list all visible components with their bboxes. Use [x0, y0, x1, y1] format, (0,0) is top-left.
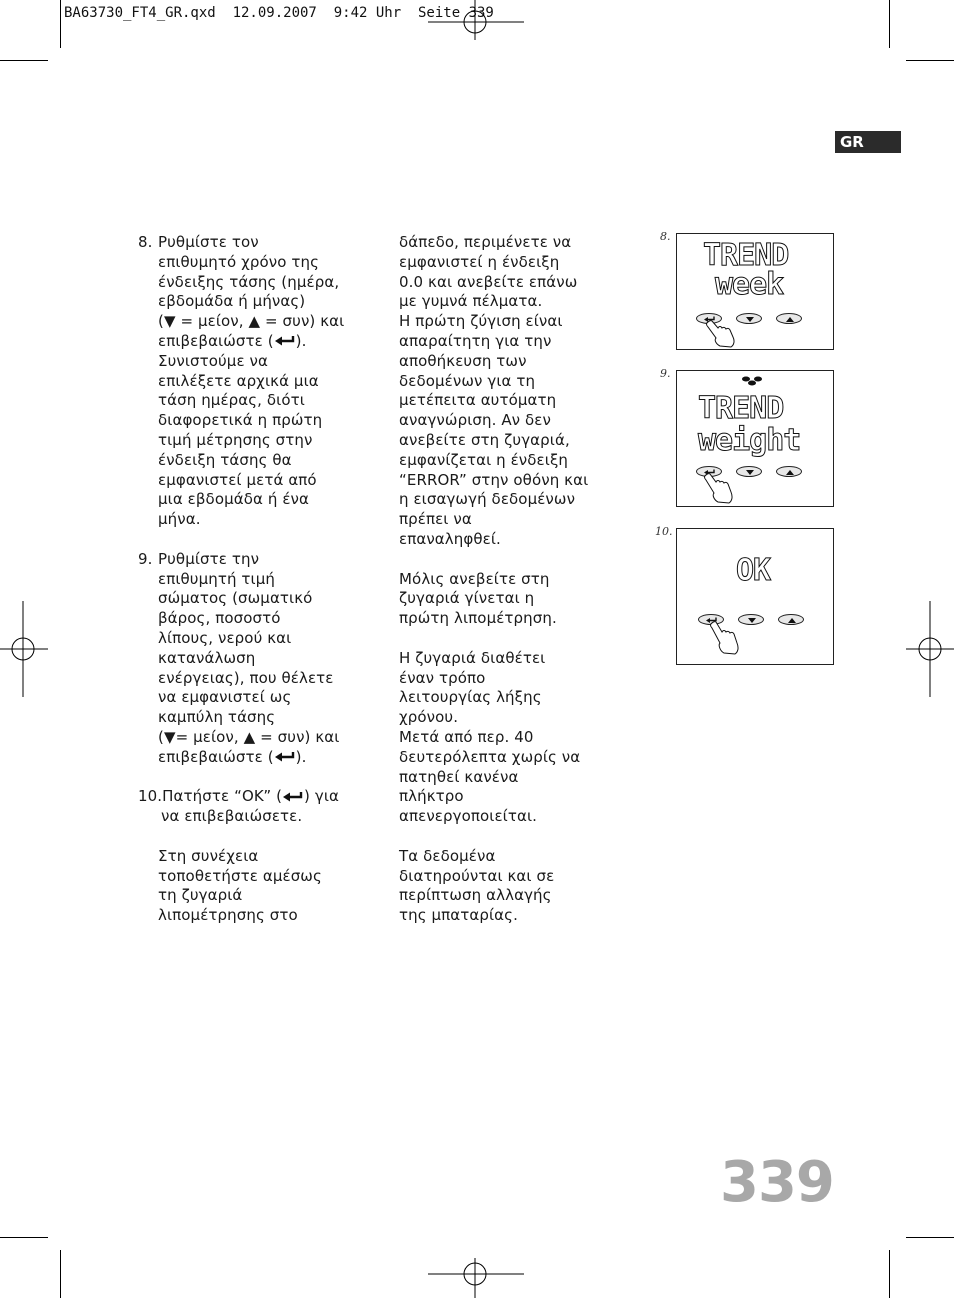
- display-figure-8: [676, 233, 834, 350]
- crop-mark: [0, 1237, 48, 1238]
- text-line: Μετά από περ. 40: [399, 727, 534, 746]
- text-line: μήνα.: [158, 510, 201, 529]
- text-line: δεδομένων για τη: [399, 371, 536, 390]
- enter-key-icon: [274, 335, 296, 347]
- crop-mark: [906, 60, 954, 61]
- text-line: ένδειξης τάσης (ημέρα,: [158, 272, 340, 291]
- text-line: περίπτωση αλλαγής: [399, 886, 552, 905]
- lcd-text: TREND: [698, 391, 784, 426]
- text-line: Μόλις ανεβείτε στη: [399, 569, 550, 588]
- crop-mark: [60, 0, 61, 48]
- step-10: [138, 787, 368, 926]
- text-line: (▼ = μείον, ▲ = συν) και: [158, 312, 345, 331]
- crop-mark: [889, 0, 890, 48]
- text-line: πατηθεί κανένα: [399, 767, 519, 786]
- step-number: 9.: [138, 549, 153, 568]
- lcd-text: week: [715, 267, 784, 302]
- text-line: εμφανιστεί η ένδειξη: [399, 252, 560, 271]
- text-line: ζυγαριά γίνεται η: [399, 589, 535, 608]
- up-button: [776, 313, 802, 324]
- text-line: επιλέξετε αρχικά μια: [158, 371, 319, 390]
- text-line: Η πρώτη ζύγιση είναι: [399, 312, 563, 331]
- crop-mark: [906, 1237, 954, 1238]
- down-button: [736, 313, 762, 324]
- registration-mark-left: [0, 601, 48, 697]
- paragraph: [399, 847, 599, 926]
- lcd-text: TREND: [703, 238, 789, 273]
- text-line: απενεργοποιείται.: [399, 807, 538, 826]
- text-line: “ERROR” στην οθόνη και: [399, 470, 589, 489]
- text-line: δευτερόλεπτα χωρίς να: [399, 747, 581, 766]
- text-line: Στη συνέχεια: [158, 846, 259, 865]
- text-line: βάρος, ποσοστό: [158, 609, 281, 628]
- pointing-hand-icon: [701, 473, 737, 505]
- pointing-hand-icon: [707, 621, 743, 657]
- text-line: ενέργειας), που θέλετε: [158, 668, 334, 687]
- text-line: Συνιστούμε να: [158, 351, 268, 370]
- registration-mark-bottom: [428, 1258, 524, 1298]
- text-fragment: ).: [295, 331, 307, 350]
- figure-label: 8.: [660, 230, 671, 243]
- paragraph: [399, 570, 599, 629]
- text-line: σώματος (σωματικό: [158, 589, 313, 608]
- text-line: λειτουργίας λήξης: [399, 688, 542, 707]
- step-8: [138, 233, 368, 530]
- print-slug: BA63730_FT4_GR.qxd 12.09.2007 9:42 Uhr Seite 339: [64, 5, 494, 21]
- text-line: [158, 332, 368, 352]
- text-line: λίπους, νερού και: [158, 628, 292, 647]
- text-fragment: ).: [295, 747, 307, 766]
- text-line: τιμή μέτρησης στην: [158, 430, 313, 449]
- text-line: με γυμνά πέλματα.: [399, 292, 543, 311]
- text-column-2: [399, 233, 599, 926]
- text-line: Τα δεδομένα: [399, 846, 496, 865]
- display-figure-9: [676, 370, 834, 507]
- up-button: [776, 466, 802, 477]
- enter-key-icon: [282, 791, 304, 803]
- text-line: πλήκτρο: [399, 787, 464, 806]
- text-line: πρώτη λιπομέτρηση.: [399, 609, 557, 628]
- text-fragment: επιβεβαιώστε (: [158, 747, 274, 766]
- text-line: να εμφανιστεί ως: [158, 688, 292, 707]
- text-line: μετέπειτα αυτόματη: [399, 391, 557, 410]
- text-line: επιθυμητό χρόνο της: [158, 252, 320, 271]
- text-line: εμφανιστεί μετά από: [158, 470, 317, 489]
- text-fragment: Πατήστε “OK” (: [162, 787, 283, 806]
- paragraph: [399, 233, 599, 550]
- text-column-1: [138, 233, 368, 926]
- text-line: λιπομέτρησης στο: [158, 906, 298, 925]
- text-line: καμπύλη τάσης: [158, 708, 276, 727]
- text-line: χρόνου.: [399, 708, 459, 727]
- text-line: να επιβεβαιώσετε.: [161, 807, 303, 826]
- up-button: [778, 614, 804, 625]
- text-fragment: ) για: [304, 787, 339, 806]
- text-line: (▼= μείον, ▲ = συν) και: [158, 727, 340, 746]
- text-line: διατηρούνται και σε: [399, 866, 555, 885]
- text-line: 0.0 και ανεβείτε επάνω: [399, 272, 578, 291]
- display-figure-10: [676, 528, 834, 665]
- text-line: της μπαταρίας.: [399, 906, 518, 925]
- text-line: έναν τρόπο: [399, 668, 486, 687]
- step-number: 8.: [138, 233, 153, 251]
- pointing-hand-icon: [703, 320, 739, 348]
- text-line: εβδομάδα ή μήνας): [158, 292, 306, 311]
- text-line: [138, 787, 368, 807]
- language-tab: GR: [835, 131, 901, 153]
- text-line: η εισαγωγή δεδομένων: [399, 490, 576, 509]
- crop-mark: [60, 1250, 61, 1298]
- text-line: πρέπει να: [399, 510, 472, 529]
- text-line: δάπεδο, περιμένετε να: [399, 233, 572, 251]
- enter-key-icon: [274, 751, 296, 763]
- text-line: Ρυθμίστε τον: [158, 233, 259, 251]
- text-line: απαραίτητη για την: [399, 331, 552, 350]
- figure-label: 9.: [660, 367, 671, 380]
- text-line: εμφανίζεται η ένδειξη: [399, 450, 569, 469]
- paragraph: [399, 649, 599, 827]
- text-line: μια εβδομάδα ή ένα: [158, 490, 310, 509]
- step-number: 10.: [138, 787, 163, 806]
- registration-mark-right: [906, 601, 954, 697]
- crop-mark: [0, 60, 48, 61]
- text-line: [158, 748, 368, 768]
- lcd-text: OK: [736, 553, 771, 588]
- crop-mark: [889, 1250, 890, 1298]
- registration-mark-top: [428, 0, 524, 40]
- figure-label: 10.: [655, 525, 673, 538]
- text-line: ένδειξη τάσης θα: [158, 450, 292, 469]
- text-line: αναγνώριση. Αν δεν: [399, 411, 551, 430]
- text-line: τοποθετήστε αμέσως: [158, 866, 322, 885]
- text-line: τάση ημέρας, διότι: [158, 391, 305, 410]
- text-line: κατανάλωση: [158, 648, 256, 667]
- text-line: τη ζυγαριά: [158, 886, 243, 905]
- lcd-text: weight: [698, 423, 801, 458]
- step-9: [138, 550, 368, 768]
- text-line: Ρυθμίστε την: [158, 549, 260, 568]
- text-line: Η ζυγαριά διαθέτει: [399, 648, 546, 667]
- down-button: [736, 466, 762, 477]
- text-line: αποθήκευση των: [399, 351, 527, 370]
- text-line: διαφορετικά η πρώτη: [158, 411, 323, 430]
- text-fragment: επιβεβαιώστε (: [158, 331, 274, 350]
- page-number: 339: [720, 1150, 834, 1215]
- text-line: επιθυμητή τιμή: [158, 569, 275, 588]
- text-line: ανεβείτε στη ζυγαριά,: [399, 430, 570, 449]
- text-line: επαναληφθεί.: [399, 529, 501, 548]
- scale-segment-icon: [739, 376, 765, 386]
